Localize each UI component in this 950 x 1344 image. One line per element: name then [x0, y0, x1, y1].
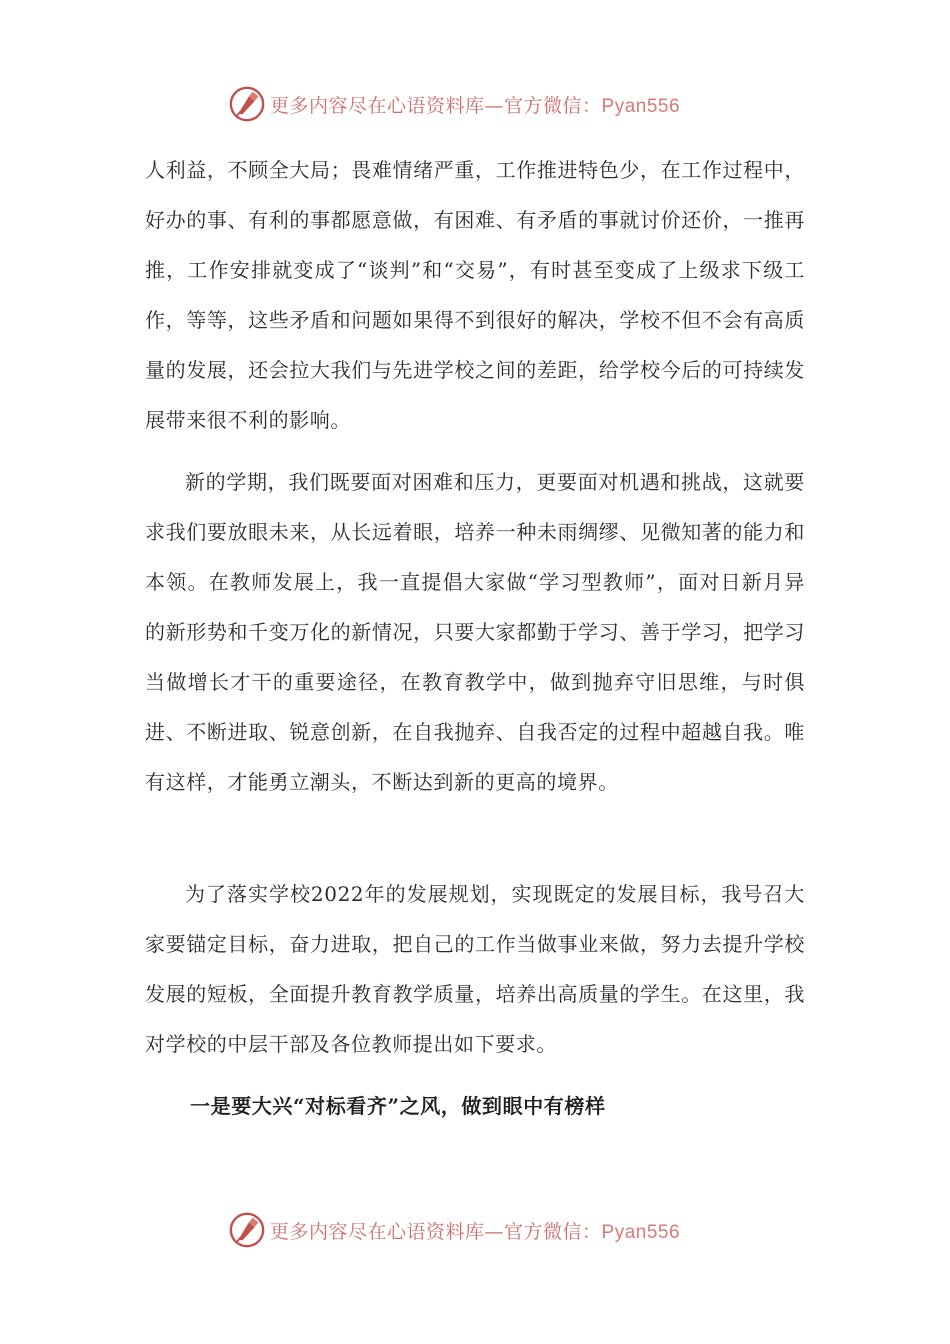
banner-text: [270, 1217, 680, 1244]
pen-nib-logo-icon: [228, 85, 266, 123]
banner-text: [270, 91, 680, 118]
section-heading: 一是要大兴“对标看齐”之风，做到眼中有榜样: [190, 1094, 606, 1118]
wechat-handle: Pyan556: [601, 95, 681, 117]
paragraph-1: [145, 145, 805, 445]
footer-banner: [228, 1210, 680, 1250]
banner-slogan: 更多内容尽在心语资料库—官方微信：: [270, 94, 602, 117]
paragraph-3: [145, 869, 805, 1069]
paragraph-2-text: 新的学期，我们既要面对困难和压力，更要面对机遇和挑战，这就要求我们要放眼未来，从长远着眼，培养一种未雨绸缪、见微知著的能力和本领。在教师发展上，我一直提倡大家做“学习型教师”，面对日新月异的新形势和千变万化的新情况，只要大家都勤于学习、善于学习，把学习当做增长才干的重要途径，在教育教学中，做到抛弃守旧思维，与时俱进、不断进取、锐意创新，在自我抛弃、自我否定的过程中超越自我。唯有这样，才能勇立潮头，不断达到新的更高的境界。: [145, 470, 805, 794]
banner-slogan: 更多内容尽在心语资料库—官方微信：: [270, 1220, 602, 1243]
wechat-handle: Pyan556: [601, 1221, 681, 1243]
pen-nib-logo-icon: [228, 1211, 266, 1249]
paragraph-3-text: 为了落实学校2022年的发展规划，实现既定的发展目标，我号召大家要锚定目标，奋力进取，把自己的工作当做事业来做，努力去提升学校发展的短板，全面提升教育教学质量，培养出高质量的学生。在这里，我对学校的中层干部及各位教师提出如下要求。: [145, 882, 805, 1056]
header-banner: [228, 84, 680, 124]
paragraph-1-text: 人利益，不顾全大局；畏难情绪严重，工作推进特色少，在工作过程中，好办的事、有利的事都愿意做，有困难、有矛盾的事就讨价还价，一推再推，工作安排就变成了“谈判”和“交易”，有时甚至变成了上级求下级工作，等等，这些矛盾和问题如果得不到很好的解决，学校不但不会有高质量的发展，还会拉大我们与先进学校之间的差距，给学校今后的可持续发展带来很不利的影响。: [145, 158, 805, 432]
paragraph-2: [145, 457, 805, 807]
